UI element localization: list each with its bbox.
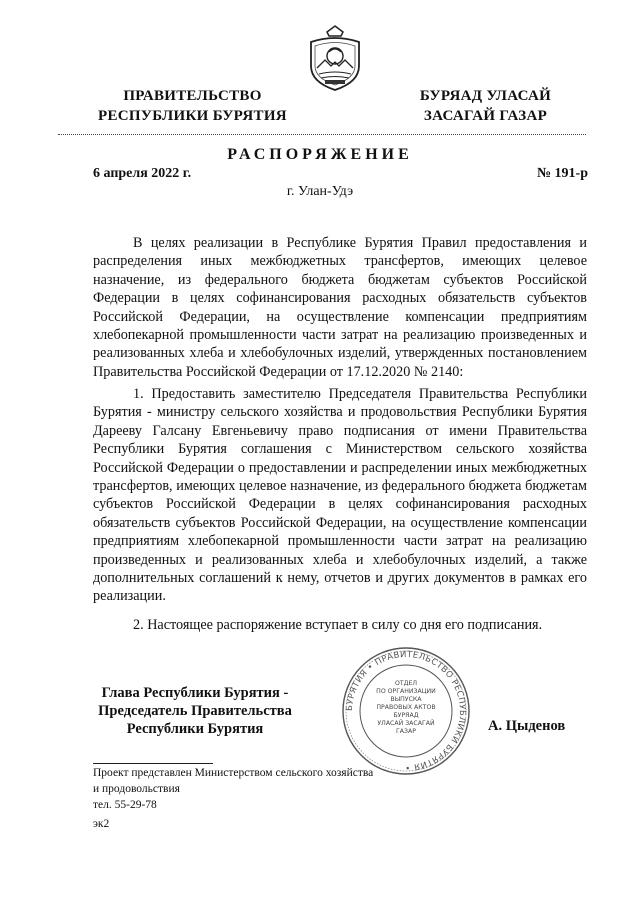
seal-center-line: ПО ОРГАНИЗАЦИИ <box>376 688 436 695</box>
signatory-title-line: Председатель Правительства <box>98 703 292 719</box>
footer-note-line: и продовольствия <box>93 783 180 795</box>
signatory-title-line: Республики Бурятия <box>126 721 264 737</box>
seal-center-line: ВЫПУСКА <box>390 696 422 703</box>
item-2-paragraph: 2. Настоящее распоряжение вступает в силу со дня его подписания. <box>133 617 543 633</box>
official-seal <box>340 645 472 777</box>
signatory-title-line: Глава Республики Бурятия - <box>101 685 289 701</box>
org-name-buryat <box>398 86 573 126</box>
seal-center-line: БУРЯАД <box>393 712 419 719</box>
seal-center-line: ПРАВОВЫХ АКТОВ <box>376 704 436 711</box>
item-1-paragraph: 1. Предоставить заместителю Председателя Правительства Республики Бурятия - министру сельского хозяйства и продовольствия Республики Бурятия Дарееву Галсану Евгеньевичу право подписания от имени Правительства Республики Бурятия соглашения с Министерством сельского хозяйства Российской Федерации о предоставлении и распределении иных межбюджетных трансфертов, имеющих целевое назначение, из федерального бюджета бюджетам субъектов Российской Федерации в целях софинансирования расходных обязательств субъектов Российской Федерации, на осуществление компенсации предприятиям хлебопекарной промышленности части затрат на реализацию произведенных и реализованных хлеба и хлебобулочных изделий, а также дополнительных соглашений к нему, отчетов и других документов в рамках его реализации. <box>93 386 587 605</box>
org-name-line: ЗАСАГАЙ ГАЗАР <box>423 108 548 124</box>
coat-of-arms-icon <box>303 22 367 92</box>
document-code: эк2 <box>93 818 110 830</box>
seal-center-line: УЛАСАЙ ЗАСАГАЙ <box>377 720 435 727</box>
footer-note <box>93 765 373 813</box>
seal-center-line: ГАЗАР <box>396 728 416 735</box>
header-divider <box>58 134 586 135</box>
org-name-line: РЕСПУБЛИКИ БУРЯТИЯ <box>98 108 287 124</box>
footer-divider <box>93 763 213 764</box>
org-name-line: БУРЯАД УЛАСАЙ <box>419 88 552 104</box>
document-city: г. Улан-Удэ <box>286 184 354 199</box>
org-name-russian <box>80 86 305 126</box>
seal-center-line: ОТДЕЛ <box>394 680 418 687</box>
signatory-name: А. Цыденов <box>488 718 566 734</box>
preamble-paragraph: В целях реализации в Республике Бурятия Правил предоставления и распределения иных межбюджетных трансфертов, имеющих целевое назначение, из федерального бюджета бюджетам субъектов Российской Федерации в целях софинансирования расходных обязательств субъектов Российской Федерации, на осуществление компенсации предприятиям хлебопекарной промышленности части затрат на реализацию произведенных и реализованных хлеба и хлебобулочных изделий, утвержденных постановлением Правительства Российской Федерации от 17.12.2020 № 2140: <box>93 235 587 380</box>
document-date: 6 апреля 2022 г. <box>93 166 192 181</box>
footer-phone: тел. 55-29-78 <box>93 799 157 811</box>
org-name-line: ПРАВИТЕЛЬСТВО <box>123 88 262 104</box>
footer-note-line: Проект представлен Министерством сельского хозяйства <box>93 767 374 779</box>
document-title: РАСПОРЯЖЕНИЕ <box>227 146 413 163</box>
document-number: № 191-р <box>536 166 588 181</box>
signatory-title <box>86 684 304 738</box>
seal-ring-text: БУРЯТИЯ • ПРАВИТЕЛЬСТВО РЕСПУБЛИКИ БУРЯТИЯ • <box>344 649 468 773</box>
